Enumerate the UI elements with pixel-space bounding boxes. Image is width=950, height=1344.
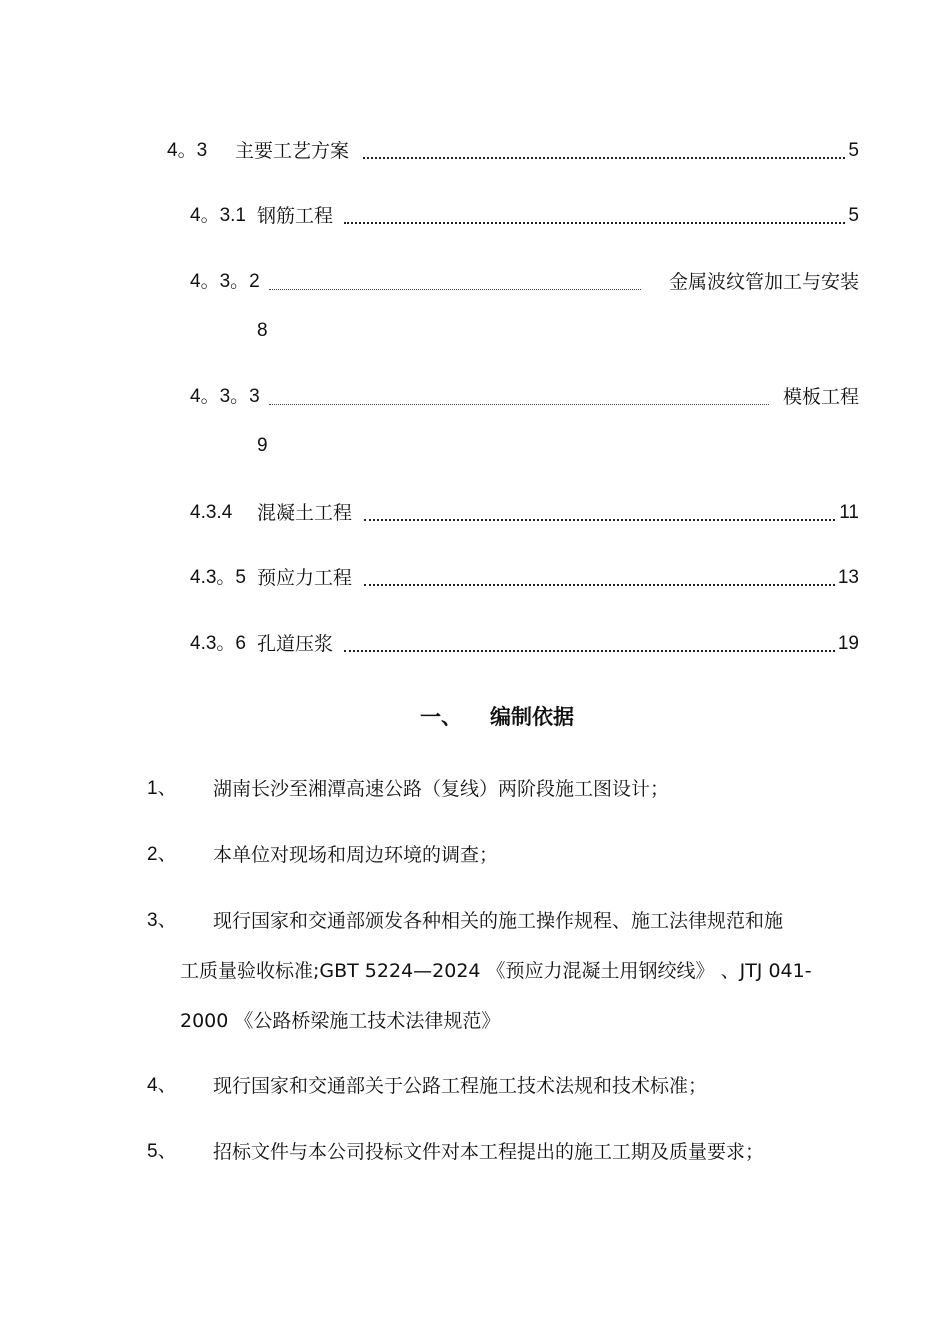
toc-number: 4.3.4 (190, 502, 233, 523)
list-item-text: 现行国家和交通部关于公路工程施工技术法规和技术标准； (213, 1075, 708, 1097)
list-item-number: 2、 (147, 844, 177, 865)
toc-entry[interactable] (190, 499, 859, 527)
list-item-text-continued: 2000 《公路桥梁施工技术法律规范》 (180, 1010, 501, 1032)
toc-number: 4。3。3 (190, 386, 260, 407)
list-item-number: 5、 (147, 1141, 177, 1162)
toc-entry[interactable] (190, 202, 859, 230)
section-title: 编制依据 (490, 705, 574, 729)
toc-page-number: 11 (839, 502, 859, 523)
list-item-text: 本单位对现场和周边环境的调查； (213, 844, 499, 866)
list-item-number: 4、 (147, 1075, 177, 1096)
toc-title: 模板工程 (782, 386, 859, 408)
list-item-text: 招标文件与本公司投标文件对本工程提出的施工工期及质量要求； (213, 1141, 765, 1163)
toc-page-number: 9 (257, 435, 268, 456)
list-item-number: 1、 (147, 778, 177, 799)
toc-leader (269, 289, 641, 290)
toc-number: 4。3 (167, 140, 208, 161)
toc-title: 金属波纹管加工与安装 (668, 271, 859, 293)
section-number: 一、 (420, 705, 462, 729)
toc-title: 孔道压浆 (257, 633, 334, 655)
toc-page-number: 8 (257, 320, 268, 341)
toc-title: 预应力工程 (257, 567, 353, 589)
toc-page-number: 19 (837, 633, 859, 654)
toc-title: 混凝土工程 (257, 502, 353, 524)
toc-title: 主要工艺方案 (235, 140, 350, 162)
toc-page-number: 5 (848, 205, 859, 226)
toc-leader (364, 584, 835, 586)
toc-leader (363, 157, 845, 159)
toc-entry[interactable] (190, 564, 859, 592)
toc-number: 4。3.1 (190, 205, 246, 226)
toc-page-number: 5 (848, 140, 859, 161)
toc-leader (269, 404, 769, 405)
toc-entry[interactable] (190, 268, 859, 296)
toc-leader (364, 519, 835, 521)
toc-leader (344, 222, 845, 224)
toc-number: 4.3。5 (190, 567, 246, 588)
toc-entry[interactable] (167, 137, 859, 165)
toc-title: 钢筋工程 (257, 205, 334, 227)
list-item-text: 现行国家和交通部颁发各种相关的施工操作规程、施工法律规范和施 (213, 910, 784, 932)
toc-leader (344, 650, 835, 652)
toc-number: 4.3。6 (190, 633, 246, 654)
list-item-text: 湖南长沙至湘潭高速公路（复线）两阶段施工图设计； (213, 778, 670, 800)
toc-entry[interactable] (190, 383, 859, 411)
toc-page-number: 13 (837, 567, 859, 588)
toc-entry[interactable] (190, 630, 859, 658)
toc-number: 4。3。2 (190, 271, 260, 292)
list-item-number: 3、 (147, 910, 177, 931)
section-heading (420, 702, 574, 732)
list-item-text-continued: 工质量验收标准;GBT 5224—2024 《预应力混凝土用钢绞线》 、JTJ 041- (180, 960, 812, 982)
